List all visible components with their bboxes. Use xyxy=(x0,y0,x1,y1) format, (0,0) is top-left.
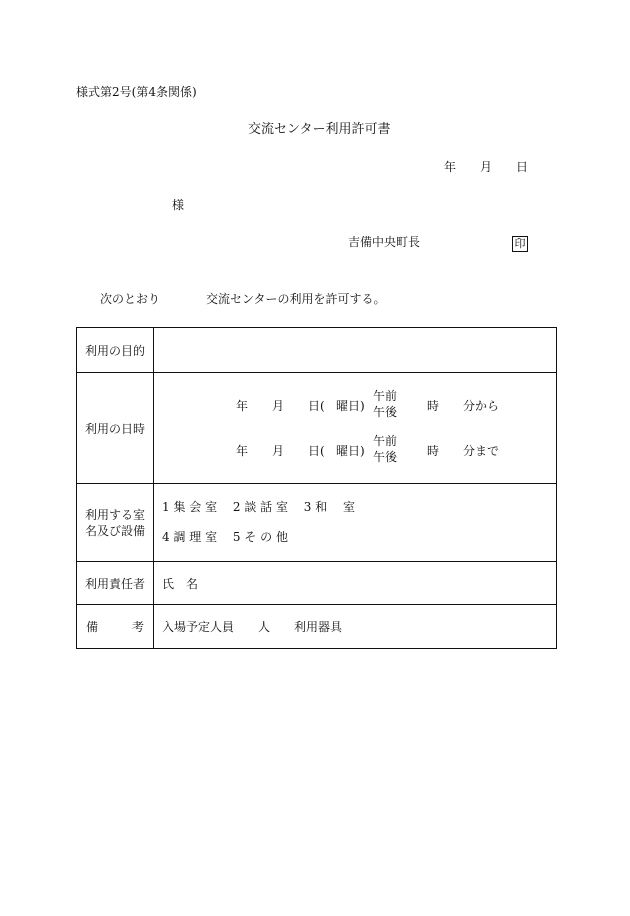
responsible-label-text: 利用責任者 xyxy=(84,576,145,591)
datetime-row xyxy=(77,373,557,484)
form-number: 様式第2号(第4条関係) xyxy=(76,85,197,99)
date-day-label: 日 xyxy=(516,160,529,174)
start-weekday-close: 曜日) xyxy=(336,399,365,413)
remarks-label-b: 考 xyxy=(131,620,144,634)
end-weekday-close: 曜日) xyxy=(336,444,365,458)
end-am: 午前 xyxy=(373,434,398,448)
intro-prefix: 次のとおり xyxy=(100,292,161,306)
name-label: 氏 名 xyxy=(162,576,199,591)
start-day-open: 日( xyxy=(308,399,325,413)
document-title: 交流センター利用許可書 xyxy=(248,122,391,137)
issuer-name: 吉備中央町長 xyxy=(348,235,421,249)
rooms-row xyxy=(77,484,557,562)
end-day-open: 日( xyxy=(308,444,325,458)
date-month-label: 月 xyxy=(480,160,493,174)
end-minute-suffix: 分まで xyxy=(463,444,500,458)
responsible-label xyxy=(77,562,154,605)
date-year-label: 年 xyxy=(444,160,457,174)
rooms-label xyxy=(77,484,154,562)
datetime-label-text: 利用の日時 xyxy=(84,421,145,436)
responsible-value-cell[interactable] xyxy=(154,562,557,605)
rooms-options-line1: 1 集 会 室 2 談 話 室 3 和 室 xyxy=(162,500,356,514)
intro-body: 交流センターの利用を許可する。 xyxy=(206,292,386,306)
start-month: 月 xyxy=(272,399,285,413)
remarks-label xyxy=(77,605,154,649)
end-year: 年 xyxy=(236,444,249,458)
remarks-label-a: 備 xyxy=(86,620,99,634)
responsible-row xyxy=(77,562,557,605)
datetime-value-cell[interactable] xyxy=(154,373,557,484)
end-pm: 午後 xyxy=(373,450,398,464)
start-am: 午前 xyxy=(373,389,398,403)
recipient-suffix: 様 xyxy=(172,198,185,212)
start-pm: 午後 xyxy=(373,405,398,419)
remarks-row xyxy=(77,605,557,649)
rooms-label-line1: 利用する室 xyxy=(84,507,145,522)
purpose-label xyxy=(77,328,154,373)
rooms-value-cell[interactable] xyxy=(154,484,557,562)
start-minute-suffix: 分から xyxy=(463,399,500,413)
end-month: 月 xyxy=(272,444,285,458)
purpose-row xyxy=(77,328,557,373)
purpose-value-cell[interactable] xyxy=(154,328,557,373)
end-hour: 時 xyxy=(427,444,440,458)
rooms-options-line2: 4 調 理 室 5 そ の 他 xyxy=(162,530,288,544)
datetime-label xyxy=(77,373,154,484)
permit-table xyxy=(76,327,557,649)
rooms-label-line2: 名及び設備 xyxy=(84,523,145,538)
remarks-text: 入場予定人員 人 利用器具 xyxy=(162,620,343,634)
start-year: 年 xyxy=(236,399,249,413)
remarks-value-cell[interactable] xyxy=(154,605,557,649)
seal-mark: 印 xyxy=(512,236,528,252)
purpose-label-text: 利用の目的 xyxy=(84,343,145,358)
start-hour: 時 xyxy=(427,399,440,413)
